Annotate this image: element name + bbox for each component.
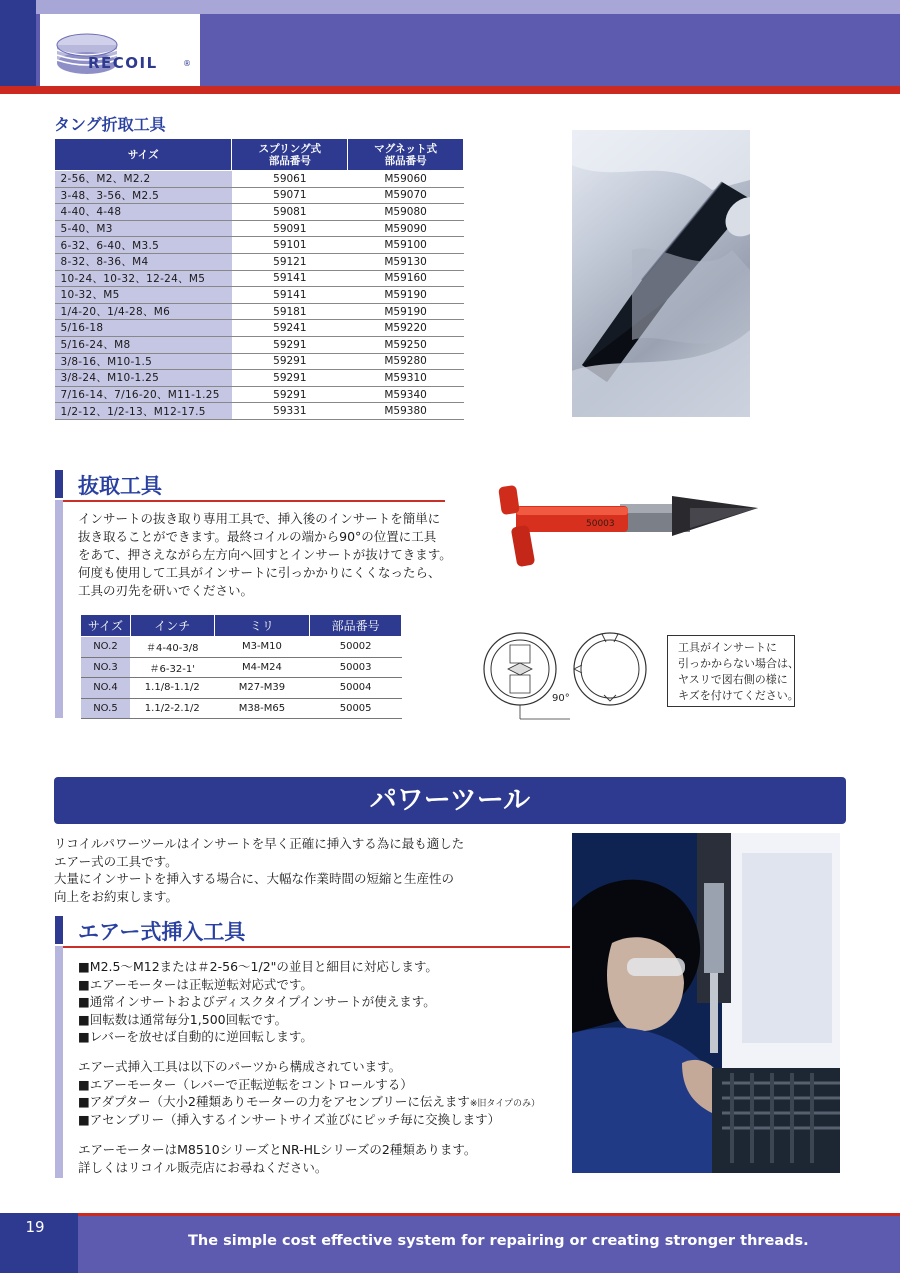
mm-cell: M38-M65 [214, 698, 310, 719]
part-no-cell: 50003 [310, 657, 402, 678]
table-row [55, 303, 464, 320]
logo [40, 14, 200, 86]
spring-part-cell: 59141 [232, 287, 348, 304]
table-row [55, 220, 464, 237]
parts-item [78, 1111, 578, 1129]
magnet-part-cell: M59190 [348, 303, 464, 320]
spring-part-cell: 59081 [232, 204, 348, 221]
magnet-part-cell: M59310 [348, 370, 464, 387]
size-cell: NO.4 [81, 678, 131, 699]
mm-cell: M4-M24 [214, 657, 310, 678]
parts-item-text: ■エアーモーター（レバーで正転逆転をコントロールする） [78, 1076, 413, 1092]
recoil-logo-icon [40, 14, 200, 86]
parts-item-text: ■アセンブリー（挿入するインサートサイズ並びにピッチ毎に交換します） [78, 1111, 501, 1127]
air-tool-title-rule [55, 946, 570, 948]
tool-label: 50003 [586, 519, 615, 529]
angle-label: 90° [552, 693, 570, 704]
table-row [55, 320, 464, 337]
header-red-rule [0, 86, 900, 94]
size-cell: 3/8-24、M10-1.25 [55, 370, 232, 387]
table-row [55, 370, 464, 387]
magnet-part-cell: M59090 [348, 220, 464, 237]
parts-intro: エアー式挿入工具は以下のパーツから構成されています。 [78, 1059, 402, 1074]
intro-line: リコイルパワーツールはインサートを早く正確に挿入する為に最も適した [54, 836, 465, 851]
magnet-part-cell: M59080 [348, 204, 464, 221]
spring-part-cell: 59331 [232, 403, 348, 420]
magnet-part-cell: M59160 [348, 270, 464, 287]
part-no-cell: 50005 [310, 698, 402, 719]
size-cell: 4-40、4-48 [55, 204, 232, 221]
magnet-part-cell: M59340 [348, 386, 464, 403]
magnet-part-cell: M59280 [348, 353, 464, 370]
feature-item: ■回転数は通常毎分1,500回転です。 [78, 1011, 288, 1027]
spring-part-cell: 59241 [232, 320, 348, 337]
size-cell: 5/16-18 [55, 320, 232, 337]
spring-part-cell: 59091 [232, 220, 348, 237]
inch-cell: 1.1/8-1.1/2 [130, 678, 214, 699]
magnet-part-cell: M59070 [348, 187, 464, 204]
logo-registered-mark: ® [183, 59, 191, 68]
extract-section-title: 抜取工具 [78, 474, 162, 498]
closing-line: 詳しくはリコイル販売店にお尋ねください。 [78, 1159, 328, 1175]
extract-title-rule [55, 500, 445, 502]
extract-line: をあて、押さえながら左方向へ回すとインサートが抜けてきます。 [78, 547, 452, 562]
column-header-part-no: 部品番号 [310, 615, 402, 637]
table-row [55, 187, 464, 204]
table-row [55, 353, 464, 370]
mm-cell: M3-M10 [214, 637, 310, 658]
power-tool-title: パワーツール [369, 785, 531, 816]
size-cell: NO.5 [81, 698, 131, 719]
size-cell: NO.3 [81, 657, 131, 678]
table-row [55, 403, 464, 420]
feature-list [78, 958, 578, 1046]
extraction-tool-illustration [490, 478, 762, 578]
table-row [81, 678, 402, 699]
size-cell: 7/16-14、7/16-20、M11-1.25 [55, 386, 232, 403]
worker-photo [572, 833, 840, 1173]
inch-cell: 1.1/2-2.1/2 [130, 698, 214, 719]
table-row [81, 698, 402, 719]
air-tool-side-bar [55, 946, 63, 1178]
intro-line: 大量にインサートを挿入する場合に、大幅な作業時間の短縮と生産性の [54, 871, 455, 886]
extract-title-bar [55, 470, 63, 498]
size-cell: 3/8-16、M10-1.5 [55, 353, 232, 370]
spring-part-cell: 59101 [232, 237, 348, 254]
table-row [55, 171, 464, 188]
extract-side-bar [55, 500, 63, 718]
table-row [55, 287, 464, 304]
spring-part-cell: 59181 [232, 303, 348, 320]
air-tool-title-bar [55, 916, 63, 944]
magnet-part-cell: M59130 [348, 253, 464, 270]
tang-tool-image-icon [572, 130, 750, 417]
header-top-band [0, 0, 900, 14]
magnet-part-cell: M59250 [348, 336, 464, 353]
feature-item: ■レバーを放せば自動的に逆回転します。 [78, 1029, 313, 1044]
table-row [81, 637, 402, 658]
footer-slogan: The simple cost effective system for repairing or creating stronger threads. [188, 1233, 809, 1249]
size-cell: 10-32、M5 [55, 287, 232, 304]
table-row [81, 657, 402, 678]
tang-parts-table [54, 138, 464, 420]
spring-part-cell: 59291 [232, 353, 348, 370]
extract-line: インサートの抜き取り専用工具で、挿入後のインサートを簡単に [78, 511, 441, 526]
tang-section-title: タング折取工具 [54, 115, 166, 134]
size-cell: 1/2-12、1/2-13、M12-17.5 [55, 403, 232, 420]
magnet-part-cell: M59190 [348, 287, 464, 304]
size-cell: 1/4-20、1/4-28、M6 [55, 303, 232, 320]
size-cell: 8-32、8-36、M4 [55, 253, 232, 270]
size-cell: NO.2 [81, 637, 131, 658]
size-cell: 2-56、M2、M2.2 [55, 171, 232, 188]
extract-note-box [667, 635, 799, 707]
part-no-cell: 50002 [310, 637, 402, 658]
spring-part-cell: 59291 [232, 386, 348, 403]
magnet-part-cell: M59380 [348, 403, 464, 420]
parts-list [78, 1058, 578, 1128]
table-header-row [81, 615, 402, 637]
size-cell: 6-32、6-40、M3.5 [55, 237, 232, 254]
note-line: ヤスリで図右側の様に [678, 673, 788, 686]
table-row [55, 204, 464, 221]
table-header-row [55, 139, 464, 171]
extract-line: 何度も使用して工具がインサートに引っかかりにくくなったら、 [78, 565, 441, 580]
page-number: 19 [25, 1218, 45, 1236]
size-cell: 3-48、3-56、M2.5 [55, 187, 232, 204]
table-row [55, 237, 464, 254]
column-header-inch: インチ [130, 615, 214, 637]
note-line: 工具がインサートに [678, 641, 777, 654]
part-no-cell: 50004 [310, 678, 402, 699]
closing-paragraph [78, 1141, 578, 1176]
column-header-size: サイズ [55, 139, 232, 171]
column-header-mm: ミリ [214, 615, 310, 637]
mm-cell: M27-M39 [214, 678, 310, 699]
magnet-part-cell: M59100 [348, 237, 464, 254]
column-header-magnet: マグネット式 部品番号 [348, 139, 464, 171]
magnet-part-cell: M59220 [348, 320, 464, 337]
parts-item-note: ※旧タイプのみ） [469, 1099, 540, 1109]
note-line: キズを付けてください。 [678, 689, 799, 702]
spring-part-cell: 59291 [232, 336, 348, 353]
power-tool-intro [54, 835, 554, 905]
spring-part-cell: 59291 [232, 370, 348, 387]
spring-part-cell: 59141 [232, 270, 348, 287]
air-tool-section-title: エアー式挿入工具 [78, 920, 246, 944]
spring-part-cell: 59071 [232, 187, 348, 204]
spring-part-cell: 59061 [232, 171, 348, 188]
worker-image-icon [572, 833, 840, 1173]
feature-item: ■通常インサートおよびディスクタイプインサートが使えます。 [78, 994, 436, 1009]
parts-item [78, 1076, 578, 1094]
intro-line: 向上をお約束します。 [54, 888, 179, 904]
feature-item: ■M2.5～M12または＃2-56～1/2"の並目と細目に対応します。 [78, 959, 438, 974]
inch-cell: ＃4-40-3/8 [130, 637, 214, 658]
extract-parts-table [80, 614, 402, 719]
inch-cell: ＃6-32-1' [130, 657, 214, 678]
closing-line: エアーモーターはM8510シリーズとNR-HLシリーズの2種類あります。 [78, 1142, 477, 1157]
insert-diagram [470, 625, 660, 725]
table-row [55, 386, 464, 403]
size-cell: 5/16-24、M8 [55, 336, 232, 353]
tang-tool-photo [572, 130, 750, 417]
spring-part-cell: 59121 [232, 253, 348, 270]
table-row [55, 336, 464, 353]
extract-line: 抜き取ることができます。最終コイルの端から90°の位置に工具 [78, 529, 437, 544]
parts-item-text: ■アダプター（大小2種類ありモーターの力をアセンブリーに伝えます [78, 1094, 470, 1109]
size-cell: 10-24、10-32、12-24、M5 [55, 270, 232, 287]
header-dark-block [0, 0, 36, 86]
size-cell: 5-40、M3 [55, 220, 232, 237]
feature-item: ■エアーモーターは正転逆転対応式です。 [78, 976, 313, 992]
table-row [55, 270, 464, 287]
intro-line: エアー式の工具です。 [54, 853, 178, 869]
logo-text: RECOIL [88, 54, 158, 72]
column-header-size: サイズ [81, 615, 131, 637]
table-row [55, 253, 464, 270]
extract-line: 工具の刃先を研いでください。 [78, 583, 254, 598]
column-header-spring: スプリング式 部品番号 [232, 139, 348, 171]
extract-description [78, 510, 458, 600]
note-line: 引っかからない場合は、 [678, 657, 799, 670]
magnet-part-cell: M59060 [348, 171, 464, 188]
parts-item [78, 1093, 578, 1111]
